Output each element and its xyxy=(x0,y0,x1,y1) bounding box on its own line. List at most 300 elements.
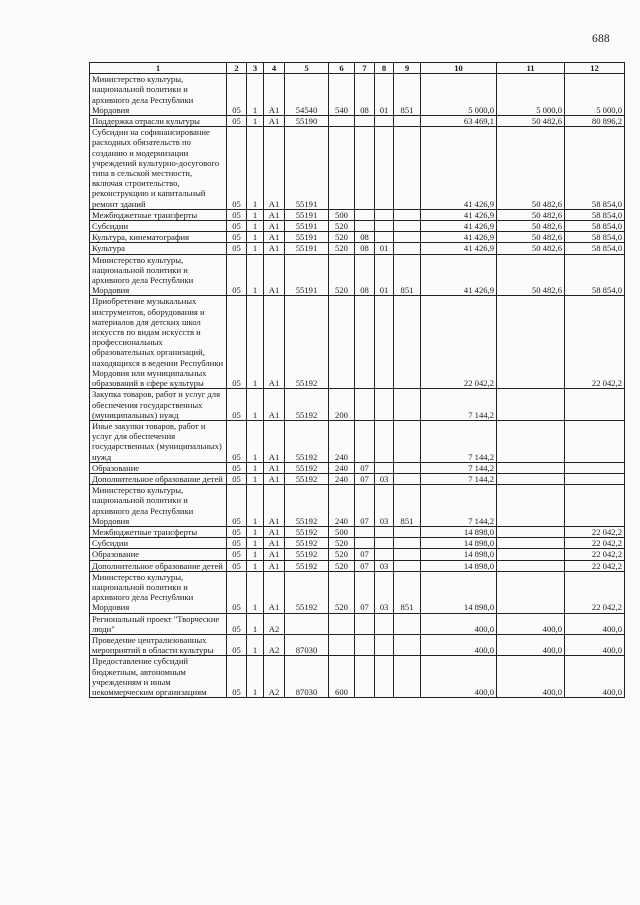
item-name-cell: Культура xyxy=(90,243,227,254)
section-code-cell: 05 xyxy=(227,462,247,473)
amount-year3-cell: 400,0 xyxy=(565,634,625,655)
amount-year1-cell: 7 144,2 xyxy=(421,420,497,462)
subsection-cell xyxy=(375,420,394,462)
table-row xyxy=(90,221,625,232)
project-code-cell: А1 xyxy=(264,538,285,549)
target-article-cell: 55191 xyxy=(285,127,329,210)
item-name-cell: Министерство культуры, национальной политики и архивного дела Республики Мордовия xyxy=(90,254,227,296)
subprogram-code-cell: 1 xyxy=(247,634,264,655)
chapter-cell: 07 xyxy=(355,462,375,473)
target-article-cell: 55192 xyxy=(285,462,329,473)
table-row xyxy=(90,389,625,421)
amount-year2-cell xyxy=(497,538,565,549)
table-row xyxy=(90,526,625,537)
amount-year3-cell xyxy=(565,420,625,462)
amount-year1-cell: 5 000,0 xyxy=(421,74,497,116)
target-article-cell: 54540 xyxy=(285,74,329,116)
expense-type-cell: 240 xyxy=(329,485,355,527)
expense-type-cell: 500 xyxy=(329,209,355,220)
column-header: 6 xyxy=(329,63,355,74)
subprogram-code-cell: 1 xyxy=(247,221,264,232)
section-code-cell: 05 xyxy=(227,560,247,571)
column-header: 2 xyxy=(227,63,247,74)
subsection-cell: 01 xyxy=(375,243,394,254)
subsection-cell: 01 xyxy=(375,254,394,296)
subsection-cell xyxy=(375,538,394,549)
project-code-cell: А1 xyxy=(264,389,285,421)
table-row xyxy=(90,473,625,484)
chapter-cell xyxy=(355,221,375,232)
amount-year2-cell xyxy=(497,462,565,473)
project-code-cell: А1 xyxy=(264,549,285,560)
ministry-code-cell xyxy=(394,389,421,421)
amount-year3-cell: 22 042,2 xyxy=(565,296,625,389)
expense-type-cell: 520 xyxy=(329,538,355,549)
target-article-cell: 55192 xyxy=(285,571,329,613)
amount-year1-cell: 14 898,0 xyxy=(421,560,497,571)
subsection-cell xyxy=(375,526,394,537)
subsection-cell: 03 xyxy=(375,473,394,484)
project-code-cell: А1 xyxy=(264,485,285,527)
item-name-cell: Образование xyxy=(90,549,227,560)
target-article-cell: 55192 xyxy=(285,296,329,389)
item-name-cell: Поддержка отрасли культуры xyxy=(90,116,227,127)
project-code-cell: А1 xyxy=(264,74,285,116)
amount-year1-cell: 63 469,1 xyxy=(421,116,497,127)
expense-type-cell: 240 xyxy=(329,420,355,462)
amount-year1-cell: 14 898,0 xyxy=(421,526,497,537)
table-row xyxy=(90,232,625,243)
item-name-cell: Закупка товаров, работ и услуг для обеспечения государственных (муниципальных) нужд xyxy=(90,389,227,421)
item-name-cell: Приобретение музыкальных инструментов, оборудования и материалов для детских школ искусств по видам искусств и профессиональных образовательных организаций, находящихся в ведении Республики Мордовия или муниципальных образований в сфере культуры xyxy=(90,296,227,389)
section-code-cell: 05 xyxy=(227,209,247,220)
chapter-cell: 08 xyxy=(355,254,375,296)
amount-year2-cell: 400,0 xyxy=(497,613,565,634)
table-row xyxy=(90,571,625,613)
chapter-cell: 08 xyxy=(355,74,375,116)
expense-type-cell: 240 xyxy=(329,462,355,473)
project-code-cell: А1 xyxy=(264,127,285,210)
amount-year3-cell: 58 854,0 xyxy=(565,209,625,220)
amount-year2-cell xyxy=(497,549,565,560)
section-code-cell: 05 xyxy=(227,420,247,462)
table-header-row xyxy=(90,63,625,74)
project-code-cell: А2 xyxy=(264,656,285,698)
target-article-cell: 55192 xyxy=(285,485,329,527)
item-name-cell: Дополнительное образование детей xyxy=(90,560,227,571)
project-code-cell: А1 xyxy=(264,243,285,254)
amount-year2-cell: 50 482,6 xyxy=(497,209,565,220)
ministry-code-cell xyxy=(394,656,421,698)
budget-table xyxy=(89,62,625,698)
amount-year3-cell: 400,0 xyxy=(565,613,625,634)
table-row xyxy=(90,420,625,462)
section-code-cell: 05 xyxy=(227,538,247,549)
section-code-cell: 05 xyxy=(227,473,247,484)
ministry-code-cell xyxy=(394,613,421,634)
subprogram-code-cell: 1 xyxy=(247,127,264,210)
section-code-cell: 05 xyxy=(227,296,247,389)
project-code-cell: А1 xyxy=(264,116,285,127)
subsection-cell: 03 xyxy=(375,560,394,571)
subsection-cell xyxy=(375,296,394,389)
chapter-cell xyxy=(355,420,375,462)
amount-year3-cell: 22 042,2 xyxy=(565,538,625,549)
amount-year1-cell: 400,0 xyxy=(421,656,497,698)
amount-year3-cell: 22 042,2 xyxy=(565,526,625,537)
column-header: 4 xyxy=(264,63,285,74)
expense-type-cell: 200 xyxy=(329,389,355,421)
amount-year1-cell: 41 426,9 xyxy=(421,209,497,220)
target-article-cell: 55192 xyxy=(285,560,329,571)
project-code-cell: А1 xyxy=(264,462,285,473)
target-article-cell: 55191 xyxy=(285,232,329,243)
expense-type-cell: 520 xyxy=(329,232,355,243)
expense-type-cell xyxy=(329,127,355,210)
chapter-cell: 08 xyxy=(355,243,375,254)
expense-type-cell: 500 xyxy=(329,526,355,537)
table-row xyxy=(90,634,625,655)
amount-year2-cell: 5 000,0 xyxy=(497,74,565,116)
chapter-cell xyxy=(355,634,375,655)
subsection-cell xyxy=(375,549,394,560)
table-row xyxy=(90,254,625,296)
amount-year2-cell: 50 482,6 xyxy=(497,243,565,254)
target-article-cell: 55192 xyxy=(285,389,329,421)
project-code-cell: А1 xyxy=(264,420,285,462)
subsection-cell xyxy=(375,656,394,698)
amount-year3-cell: 22 042,2 xyxy=(565,549,625,560)
target-article-cell: 55191 xyxy=(285,243,329,254)
subprogram-code-cell: 1 xyxy=(247,485,264,527)
amount-year2-cell: 50 482,6 xyxy=(497,254,565,296)
table-row xyxy=(90,127,625,210)
column-header: 3 xyxy=(247,63,264,74)
amount-year3-cell: 22 042,2 xyxy=(565,560,625,571)
section-code-cell: 05 xyxy=(227,254,247,296)
ministry-code-cell: 851 xyxy=(394,571,421,613)
chapter-cell: 07 xyxy=(355,571,375,613)
subprogram-code-cell: 1 xyxy=(247,560,264,571)
target-article-cell: 55192 xyxy=(285,420,329,462)
amount-year2-cell xyxy=(497,389,565,421)
subsection-cell xyxy=(375,209,394,220)
target-article-cell: 55191 xyxy=(285,221,329,232)
chapter-cell: 07 xyxy=(355,549,375,560)
table-row xyxy=(90,74,625,116)
amount-year1-cell: 7 144,2 xyxy=(421,462,497,473)
expense-type-cell: 520 xyxy=(329,560,355,571)
amount-year3-cell: 58 854,0 xyxy=(565,127,625,210)
expense-type-cell xyxy=(329,116,355,127)
project-code-cell: А1 xyxy=(264,209,285,220)
column-header: 11 xyxy=(497,63,565,74)
ministry-code-cell: 851 xyxy=(394,485,421,527)
table-row xyxy=(90,549,625,560)
subprogram-code-cell: 1 xyxy=(247,462,264,473)
target-article-cell: 55191 xyxy=(285,209,329,220)
amount-year1-cell: 7 144,2 xyxy=(421,473,497,484)
subprogram-code-cell: 1 xyxy=(247,473,264,484)
amount-year1-cell: 7 144,2 xyxy=(421,389,497,421)
section-code-cell: 05 xyxy=(227,127,247,210)
section-code-cell: 05 xyxy=(227,74,247,116)
subprogram-code-cell: 1 xyxy=(247,526,264,537)
item-name-cell: Министерство культуры, национальной политики и архивного дела Республики Мордовия xyxy=(90,571,227,613)
amount-year2-cell xyxy=(497,560,565,571)
chapter-cell xyxy=(355,538,375,549)
amount-year2-cell xyxy=(497,296,565,389)
section-code-cell: 05 xyxy=(227,634,247,655)
project-code-cell: А1 xyxy=(264,221,285,232)
section-code-cell: 05 xyxy=(227,656,247,698)
expense-type-cell: 520 xyxy=(329,221,355,232)
amount-year1-cell: 41 426,9 xyxy=(421,254,497,296)
ministry-code-cell xyxy=(394,634,421,655)
subsection-cell xyxy=(375,127,394,210)
target-article-cell: 55192 xyxy=(285,538,329,549)
chapter-cell xyxy=(355,296,375,389)
amount-year1-cell: 41 426,9 xyxy=(421,127,497,210)
amount-year1-cell: 400,0 xyxy=(421,634,497,655)
target-article-cell: 55192 xyxy=(285,473,329,484)
expense-type-cell: 520 xyxy=(329,254,355,296)
amount-year1-cell: 41 426,9 xyxy=(421,243,497,254)
section-code-cell: 05 xyxy=(227,232,247,243)
item-name-cell: Образование xyxy=(90,462,227,473)
amount-year3-cell xyxy=(565,389,625,421)
ministry-code-cell xyxy=(394,420,421,462)
amount-year3-cell: 58 854,0 xyxy=(565,254,625,296)
subsection-cell: 03 xyxy=(375,571,394,613)
page-number: 688 xyxy=(592,33,610,45)
amount-year3-cell: 58 854,0 xyxy=(565,232,625,243)
table-row xyxy=(90,656,625,698)
amount-year1-cell: 14 898,0 xyxy=(421,549,497,560)
subprogram-code-cell: 1 xyxy=(247,116,264,127)
amount-year3-cell: 400,0 xyxy=(565,656,625,698)
table-row xyxy=(90,485,625,527)
subsection-cell xyxy=(375,613,394,634)
project-code-cell: А1 xyxy=(264,296,285,389)
item-name-cell: Иные закупки товаров, работ и услуг для обеспечения государственных (муниципальных) нужд xyxy=(90,420,227,462)
section-code-cell: 05 xyxy=(227,389,247,421)
section-code-cell: 05 xyxy=(227,613,247,634)
target-article-cell: 87030 xyxy=(285,634,329,655)
subsection-cell xyxy=(375,389,394,421)
chapter-cell xyxy=(355,613,375,634)
table-row xyxy=(90,538,625,549)
subprogram-code-cell: 1 xyxy=(247,571,264,613)
project-code-cell: А2 xyxy=(264,634,285,655)
expense-type-cell xyxy=(329,634,355,655)
amount-year2-cell xyxy=(497,473,565,484)
table-row xyxy=(90,462,625,473)
project-code-cell: А1 xyxy=(264,232,285,243)
item-name-cell: Дополнительное образование детей xyxy=(90,473,227,484)
amount-year3-cell: 58 854,0 xyxy=(565,221,625,232)
target-article-cell xyxy=(285,613,329,634)
amount-year1-cell: 41 426,9 xyxy=(421,221,497,232)
section-code-cell: 05 xyxy=(227,485,247,527)
amount-year1-cell: 22 042,2 xyxy=(421,296,497,389)
item-name-cell: Предоставление субсидий бюджетным, автономным учреждениям и иным некоммерческим организациям xyxy=(90,656,227,698)
ministry-code-cell xyxy=(394,526,421,537)
project-code-cell: А1 xyxy=(264,571,285,613)
column-header: 1 xyxy=(90,63,227,74)
target-article-cell: 55191 xyxy=(285,254,329,296)
project-code-cell: А1 xyxy=(264,560,285,571)
table-body xyxy=(90,74,625,698)
project-code-cell: А1 xyxy=(264,473,285,484)
chapter-cell: 07 xyxy=(355,473,375,484)
chapter-cell: 07 xyxy=(355,560,375,571)
section-code-cell: 05 xyxy=(227,571,247,613)
amount-year2-cell: 50 482,6 xyxy=(497,127,565,210)
ministry-code-cell xyxy=(394,116,421,127)
ministry-code-cell: 851 xyxy=(394,254,421,296)
subprogram-code-cell: 1 xyxy=(247,538,264,549)
column-header: 5 xyxy=(285,63,329,74)
ministry-code-cell xyxy=(394,209,421,220)
subsection-cell xyxy=(375,232,394,243)
chapter-cell xyxy=(355,209,375,220)
subprogram-code-cell: 1 xyxy=(247,656,264,698)
subprogram-code-cell: 1 xyxy=(247,74,264,116)
column-header: 9 xyxy=(394,63,421,74)
subsection-cell xyxy=(375,221,394,232)
ministry-code-cell xyxy=(394,296,421,389)
chapter-cell xyxy=(355,389,375,421)
ministry-code-cell xyxy=(394,549,421,560)
amount-year3-cell: 5 000,0 xyxy=(565,74,625,116)
subprogram-code-cell: 1 xyxy=(247,254,264,296)
expense-type-cell xyxy=(329,613,355,634)
expense-type-cell: 520 xyxy=(329,571,355,613)
column-header: 7 xyxy=(355,63,375,74)
amount-year2-cell: 400,0 xyxy=(497,634,565,655)
item-name-cell: Региональный проект "Творческие люди" xyxy=(90,613,227,634)
subsection-cell: 01 xyxy=(375,74,394,116)
table-row xyxy=(90,613,625,634)
project-code-cell: А1 xyxy=(264,254,285,296)
chapter-cell: 08 xyxy=(355,232,375,243)
amount-year1-cell: 41 426,9 xyxy=(421,232,497,243)
subprogram-code-cell: 1 xyxy=(247,389,264,421)
amount-year3-cell: 58 854,0 xyxy=(565,243,625,254)
chapter-cell xyxy=(355,127,375,210)
subsection-cell: 03 xyxy=(375,485,394,527)
subprogram-code-cell: 1 xyxy=(247,549,264,560)
expense-type-cell xyxy=(329,296,355,389)
expense-type-cell: 600 xyxy=(329,656,355,698)
chapter-cell: 07 xyxy=(355,485,375,527)
item-name-cell: Субсидии xyxy=(90,221,227,232)
ministry-code-cell xyxy=(394,560,421,571)
column-header: 12 xyxy=(565,63,625,74)
item-name-cell: Министерство культуры, национальной политики и архивного дела Республики Мордовия xyxy=(90,74,227,116)
subprogram-code-cell: 1 xyxy=(247,209,264,220)
chapter-cell xyxy=(355,526,375,537)
section-code-cell: 05 xyxy=(227,243,247,254)
amount-year3-cell xyxy=(565,485,625,527)
amount-year1-cell: 14 898,0 xyxy=(421,538,497,549)
amount-year3-cell xyxy=(565,473,625,484)
table-row xyxy=(90,296,625,389)
table-row xyxy=(90,209,625,220)
subprogram-code-cell: 1 xyxy=(247,232,264,243)
section-code-cell: 05 xyxy=(227,526,247,537)
item-name-cell: Культура, кинематография xyxy=(90,232,227,243)
item-name-cell: Субсидии xyxy=(90,538,227,549)
subprogram-code-cell: 1 xyxy=(247,296,264,389)
amount-year1-cell: 7 144,2 xyxy=(421,485,497,527)
column-header: 10 xyxy=(421,63,497,74)
expense-type-cell: 520 xyxy=(329,549,355,560)
amount-year2-cell: 50 482,6 xyxy=(497,221,565,232)
subsection-cell xyxy=(375,116,394,127)
amount-year2-cell xyxy=(497,526,565,537)
amount-year3-cell: 22 042,2 xyxy=(565,571,625,613)
amount-year2-cell xyxy=(497,571,565,613)
amount-year2-cell: 400,0 xyxy=(497,656,565,698)
subsection-cell xyxy=(375,634,394,655)
ministry-code-cell xyxy=(394,221,421,232)
project-code-cell: А1 xyxy=(264,526,285,537)
table-row xyxy=(90,560,625,571)
ministry-code-cell: 851 xyxy=(394,74,421,116)
project-code-cell: А2 xyxy=(264,613,285,634)
target-article-cell: 55192 xyxy=(285,526,329,537)
item-name-cell: Межбюджетные трансферты xyxy=(90,526,227,537)
item-name-cell: Министерство культуры, национальной политики и архивного дела Республики Мордовия xyxy=(90,485,227,527)
item-name-cell: Субсидии на софинансирование расходных обязательств по созданию и модернизации учреждений культурно-досугового типа в сельской местности, включая строительство, реконструкцию и капитальный ремонт зданий xyxy=(90,127,227,210)
ministry-code-cell xyxy=(394,473,421,484)
subprogram-code-cell: 1 xyxy=(247,613,264,634)
table-row xyxy=(90,116,625,127)
section-code-cell: 05 xyxy=(227,549,247,560)
item-name-cell: Проведение централизованных мероприятий в области культуры xyxy=(90,634,227,655)
section-code-cell: 05 xyxy=(227,221,247,232)
amount-year2-cell: 50 482,6 xyxy=(497,116,565,127)
ministry-code-cell xyxy=(394,462,421,473)
amount-year3-cell: 80 896,2 xyxy=(565,116,625,127)
target-article-cell: 55190 xyxy=(285,116,329,127)
amount-year2-cell: 50 482,6 xyxy=(497,232,565,243)
ministry-code-cell xyxy=(394,127,421,210)
ministry-code-cell xyxy=(394,243,421,254)
expense-type-cell: 520 xyxy=(329,243,355,254)
target-article-cell: 87030 xyxy=(285,656,329,698)
column-header: 8 xyxy=(375,63,394,74)
amount-year1-cell: 14 898,0 xyxy=(421,571,497,613)
chapter-cell xyxy=(355,656,375,698)
subsection-cell xyxy=(375,462,394,473)
subprogram-code-cell: 1 xyxy=(247,243,264,254)
target-article-cell: 55192 xyxy=(285,549,329,560)
table-row xyxy=(90,243,625,254)
ministry-code-cell xyxy=(394,232,421,243)
ministry-code-cell xyxy=(394,538,421,549)
subprogram-code-cell: 1 xyxy=(247,420,264,462)
section-code-cell: 05 xyxy=(227,116,247,127)
expense-type-cell: 240 xyxy=(329,473,355,484)
amount-year2-cell xyxy=(497,485,565,527)
amount-year1-cell: 400,0 xyxy=(421,613,497,634)
amount-year3-cell xyxy=(565,462,625,473)
amount-year2-cell xyxy=(497,420,565,462)
item-name-cell: Межбюджетные трансферты xyxy=(90,209,227,220)
